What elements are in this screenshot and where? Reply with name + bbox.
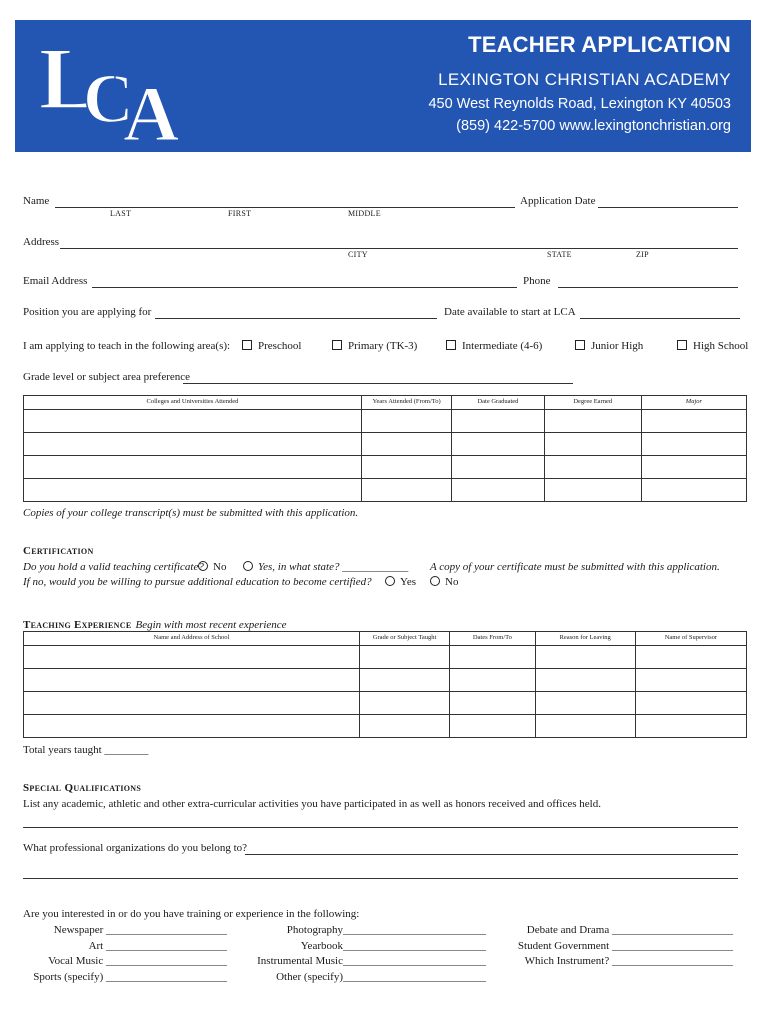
table-row[interactable]	[24, 669, 747, 692]
interest-prompt: Are you interested in or do you have training or experience in the following:	[23, 908, 360, 920]
table-row[interactable]	[24, 433, 747, 456]
interest-student-government[interactable]: Student Government ______________________	[517, 939, 733, 952]
special-title: Special Qualifications	[23, 782, 142, 794]
interest-yearbook[interactable]: Yearbook__________________________	[300, 939, 486, 952]
interest-debate-drama[interactable]: Debate and Drama ______________________	[526, 924, 733, 936]
interest-instrumental-music[interactable]: Instrumental Music__________________________	[257, 955, 486, 967]
cert-yes-option[interactable]: Yes, in what state? ____________	[243, 561, 408, 573]
position-label: Position you are applying for	[23, 306, 152, 318]
radio-icon[interactable]	[430, 576, 440, 586]
total-years[interactable]: Total years taught ________	[23, 744, 149, 756]
checkbox-icon[interactable]	[575, 340, 585, 350]
last-label: LAST	[110, 209, 132, 218]
school-contact: (859) 422-5700 www.lexingtonchristian.org	[456, 118, 731, 134]
middle-label: MIDDLE	[348, 209, 381, 218]
area-junior-high[interactable]: Junior High	[575, 340, 643, 352]
date-available-label: Date available to start at LCA	[444, 306, 576, 318]
state-label: STATE	[547, 250, 572, 259]
area-intermediate[interactable]: Intermediate (4-6)	[446, 340, 542, 352]
col-reason: Reason for Leaving	[535, 632, 635, 646]
col-degree: Degree Earned	[544, 396, 641, 410]
colleges-table	[23, 395, 747, 502]
interest-sports[interactable]: Sports (specify) ______________________	[33, 970, 227, 983]
table-row[interactable]	[24, 479, 747, 502]
transcript-note: Copies of your college transcript(s) must be submitted with this application.	[23, 507, 359, 519]
interest-art[interactable]: Art ______________________	[88, 939, 227, 952]
experience-table	[23, 631, 747, 738]
lca-logo	[37, 30, 187, 145]
cert-willing-question: If no, would you be willing to pursue additional education to become certified?	[23, 576, 372, 588]
cert-no-option[interactable]: No	[198, 561, 226, 573]
interest-col-1	[33, 923, 227, 985]
header-banner	[15, 20, 751, 152]
email-label: Email Address	[23, 275, 88, 287]
col-graduated: Date Graduated	[452, 396, 544, 410]
email-field[interactable]	[92, 287, 517, 288]
school-address: 450 West Reynolds Road, Lexington KY 40503	[428, 96, 731, 112]
certification-title: Certification	[23, 545, 94, 557]
col-colleges: Colleges and Universities Attended	[24, 396, 362, 410]
orgs-prompt: What professional organizations do you belong to?	[23, 842, 248, 854]
date-available-field[interactable]	[580, 318, 740, 319]
col-years: Years Attended (From/To)	[361, 396, 451, 410]
experience-subtitle: Begin with most recent experience	[135, 619, 287, 631]
table-row[interactable]	[24, 692, 747, 715]
activities-field[interactable]	[23, 827, 738, 828]
interest-col-2	[257, 923, 486, 985]
page-title: TEACHER APPLICATION	[468, 32, 731, 57]
checkbox-icon[interactable]	[446, 340, 456, 350]
table-row[interactable]	[24, 410, 747, 433]
col-supervisor: Name of Supervisor	[635, 632, 746, 646]
activities-prompt: List any academic, athletic and other extra-curricular activities you have participated in as well as honors received and offices held.	[23, 798, 601, 810]
cert-question: Do you hold a valid teaching certificate?	[23, 561, 204, 573]
school-name: LEXINGTON CHRISTIAN ACADEMY	[438, 70, 731, 89]
grade-pref-label: Grade level or subject area preference	[23, 371, 191, 383]
application-date-label: Application Date	[520, 195, 596, 207]
phone-label: Phone	[523, 275, 551, 287]
area-preschool[interactable]: Preschool	[242, 340, 301, 352]
zip-label: ZIP	[636, 250, 649, 259]
table-row[interactable]	[24, 715, 747, 738]
name-label: Name	[23, 195, 50, 207]
position-field[interactable]	[155, 318, 437, 319]
first-label: FIRST	[228, 209, 252, 218]
willing-yes-option[interactable]: Yes	[385, 576, 416, 588]
experience-title: Teaching Experience	[23, 619, 132, 631]
phone-field[interactable]	[558, 287, 738, 288]
interest-col-3	[518, 923, 733, 970]
application-date-field[interactable]	[598, 207, 738, 208]
checkbox-icon[interactable]	[332, 340, 342, 350]
logo-letter-a: A	[123, 70, 180, 145]
logo-letter-l: L	[39, 31, 98, 128]
address-field[interactable]	[60, 248, 738, 249]
interest-which-instrument[interactable]: Which Instrument? ______________________	[524, 955, 733, 967]
orgs-field-2[interactable]	[23, 878, 738, 879]
col-dates: Dates From/To	[450, 632, 535, 646]
name-field[interactable]	[55, 207, 515, 208]
interest-photography[interactable]: Photography__________________________	[286, 924, 486, 936]
radio-icon[interactable]	[385, 576, 395, 586]
interest-other[interactable]: Other (specify)__________________________	[276, 970, 486, 983]
address-label: Address	[23, 236, 60, 248]
checkbox-icon[interactable]	[242, 340, 252, 350]
col-major: Major	[641, 396, 746, 410]
grade-pref-field[interactable]	[183, 383, 573, 384]
cert-copy-note: A copy of your certificate must be submitted with this application.	[430, 561, 720, 573]
logo-letter-c: C	[83, 61, 134, 138]
table-row[interactable]	[24, 456, 747, 479]
area-high-school[interactable]: High School	[677, 340, 748, 352]
col-school: Name and Address of School	[24, 632, 360, 646]
checkbox-icon[interactable]	[677, 340, 687, 350]
radio-icon[interactable]	[243, 561, 253, 571]
interest-newspaper[interactable]: Newspaper ______________________	[53, 924, 227, 936]
areas-label: I am applying to teach in the following area(s):	[23, 340, 231, 352]
interest-vocal-music[interactable]: Vocal Music ______________________	[48, 955, 227, 967]
area-primary[interactable]: Primary (TK-3)	[332, 340, 417, 352]
table-row[interactable]	[24, 646, 747, 669]
radio-icon[interactable]	[198, 561, 208, 571]
col-grade: Grade or Subject Taught	[359, 632, 449, 646]
willing-no-option[interactable]: No	[430, 576, 458, 588]
city-label: CITY	[348, 250, 368, 259]
orgs-field[interactable]	[245, 854, 738, 855]
